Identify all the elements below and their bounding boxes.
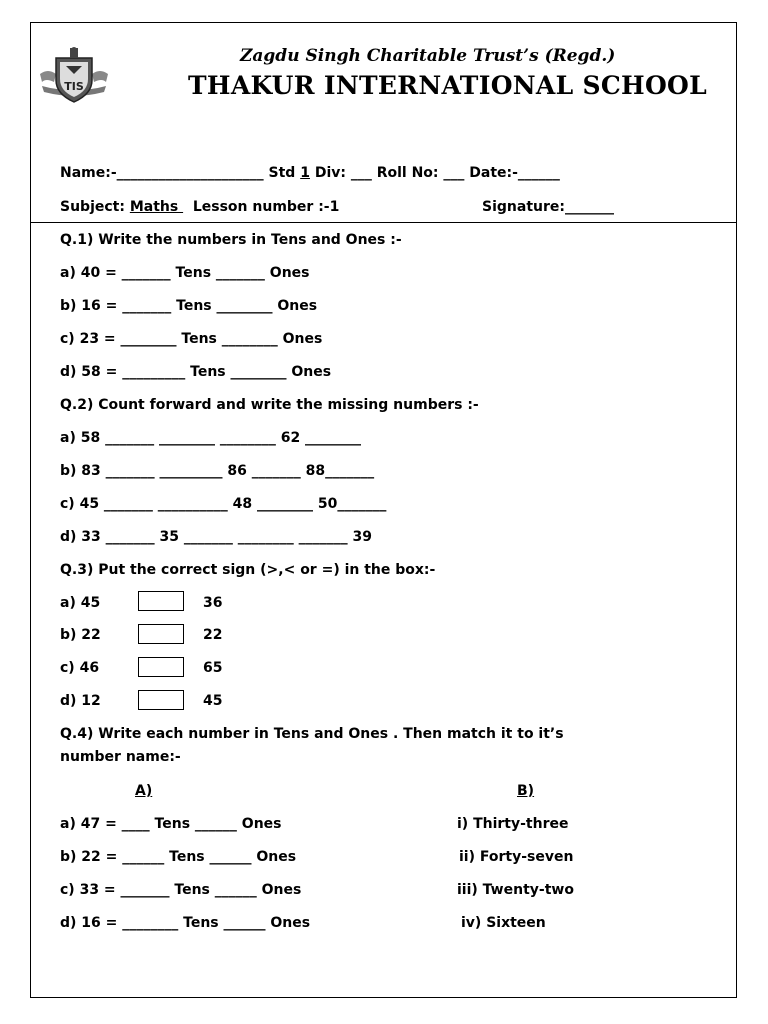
q4-item-b: b) 22 = ______ Tens ______ Ones xyxy=(60,849,297,865)
school-name: THAKUR INTERNATIONAL SCHOOL xyxy=(188,71,708,100)
q2-item-b: b) 83 _______ _________ 86 _______ 88_______ xyxy=(60,463,375,479)
q3-answer-box-c[interactable] xyxy=(138,657,184,677)
q3-item-d-left: d) 12 xyxy=(60,693,101,709)
q4-match-iv: iv) Sixteen xyxy=(461,915,546,931)
signature-label: Signature:_______ xyxy=(482,199,614,215)
q4-column-a-heading: A) xyxy=(135,783,153,799)
q3-item-b-right: 22 xyxy=(203,627,223,643)
header-divider xyxy=(31,222,736,223)
name-std-label: Name:-_____________________ Std xyxy=(60,165,301,181)
q3-item-a-right: 36 xyxy=(203,595,223,611)
q4-item-a: a) 47 = ____ Tens ______ Ones xyxy=(60,816,282,832)
q3-item-c-right: 65 xyxy=(203,660,223,676)
div-roll-date-label: Div: ___ Roll No: ___ Date:-______ xyxy=(309,165,560,181)
q1-item-d: d) 58 = _________ Tens ________ Ones xyxy=(60,364,332,380)
logo-text: TIS xyxy=(64,80,84,93)
trust-name: Zagdu Singh Charitable Trust’s (Regd.) xyxy=(240,46,616,66)
std-value: 1 xyxy=(300,165,310,181)
q4-item-c: c) 33 = _______ Tens ______ Ones xyxy=(60,882,302,898)
q3-answer-box-d[interactable] xyxy=(138,690,184,710)
q2-item-d: d) 33 _______ 35 _______ ________ _______ 39 xyxy=(60,529,372,545)
student-info-line xyxy=(60,165,560,181)
q1-item-b: b) 16 = _______ Tens ________ Ones xyxy=(60,298,318,314)
q3-answer-box-a[interactable] xyxy=(138,591,184,611)
q1-title: Q.1) Write the numbers in Tens and Ones :- xyxy=(60,232,402,248)
subject-value: Maths xyxy=(129,199,184,215)
school-logo-icon xyxy=(38,46,110,108)
q4-title-line2: number name:- xyxy=(60,749,181,765)
q3-item-d-right: 45 xyxy=(203,693,223,709)
q1-item-a: a) 40 = _______ Tens _______ Ones xyxy=(60,265,310,281)
q4-match-i: i) Thirty-three xyxy=(457,816,569,832)
q3-item-b-left: b) 22 xyxy=(60,627,101,643)
q3-item-a-left: a) 45 xyxy=(60,595,101,611)
q4-column-b-heading: B) xyxy=(517,783,535,799)
q2-item-c: c) 45 _______ __________ 48 ________ 50_______ xyxy=(60,496,387,512)
q3-title: Q.3) Put the correct sign (>,< or =) in the box:- xyxy=(60,562,436,578)
q4-title-line1: Q.4) Write each number in Tens and Ones . Then match it to it’s xyxy=(60,726,564,742)
q3-answer-box-b[interactable] xyxy=(138,624,184,644)
q4-match-ii: ii) Forty-seven xyxy=(459,849,574,865)
subject-label: Subject: xyxy=(60,199,130,215)
q4-item-d: d) 16 = ________ Tens ______ Ones xyxy=(60,915,311,931)
q3-item-c-left: c) 46 xyxy=(60,660,100,676)
subject-info-line xyxy=(60,199,339,215)
q1-item-c: c) 23 = ________ Tens ________ Ones xyxy=(60,331,323,347)
q2-item-a: a) 58 _______ ________ ________ 62 ________ xyxy=(60,430,362,446)
lesson-number: Lesson number :-1 xyxy=(183,199,340,215)
q2-title: Q.2) Count forward and write the missing numbers :- xyxy=(60,397,479,413)
q4-match-iii: iii) Twenty-two xyxy=(457,882,574,898)
